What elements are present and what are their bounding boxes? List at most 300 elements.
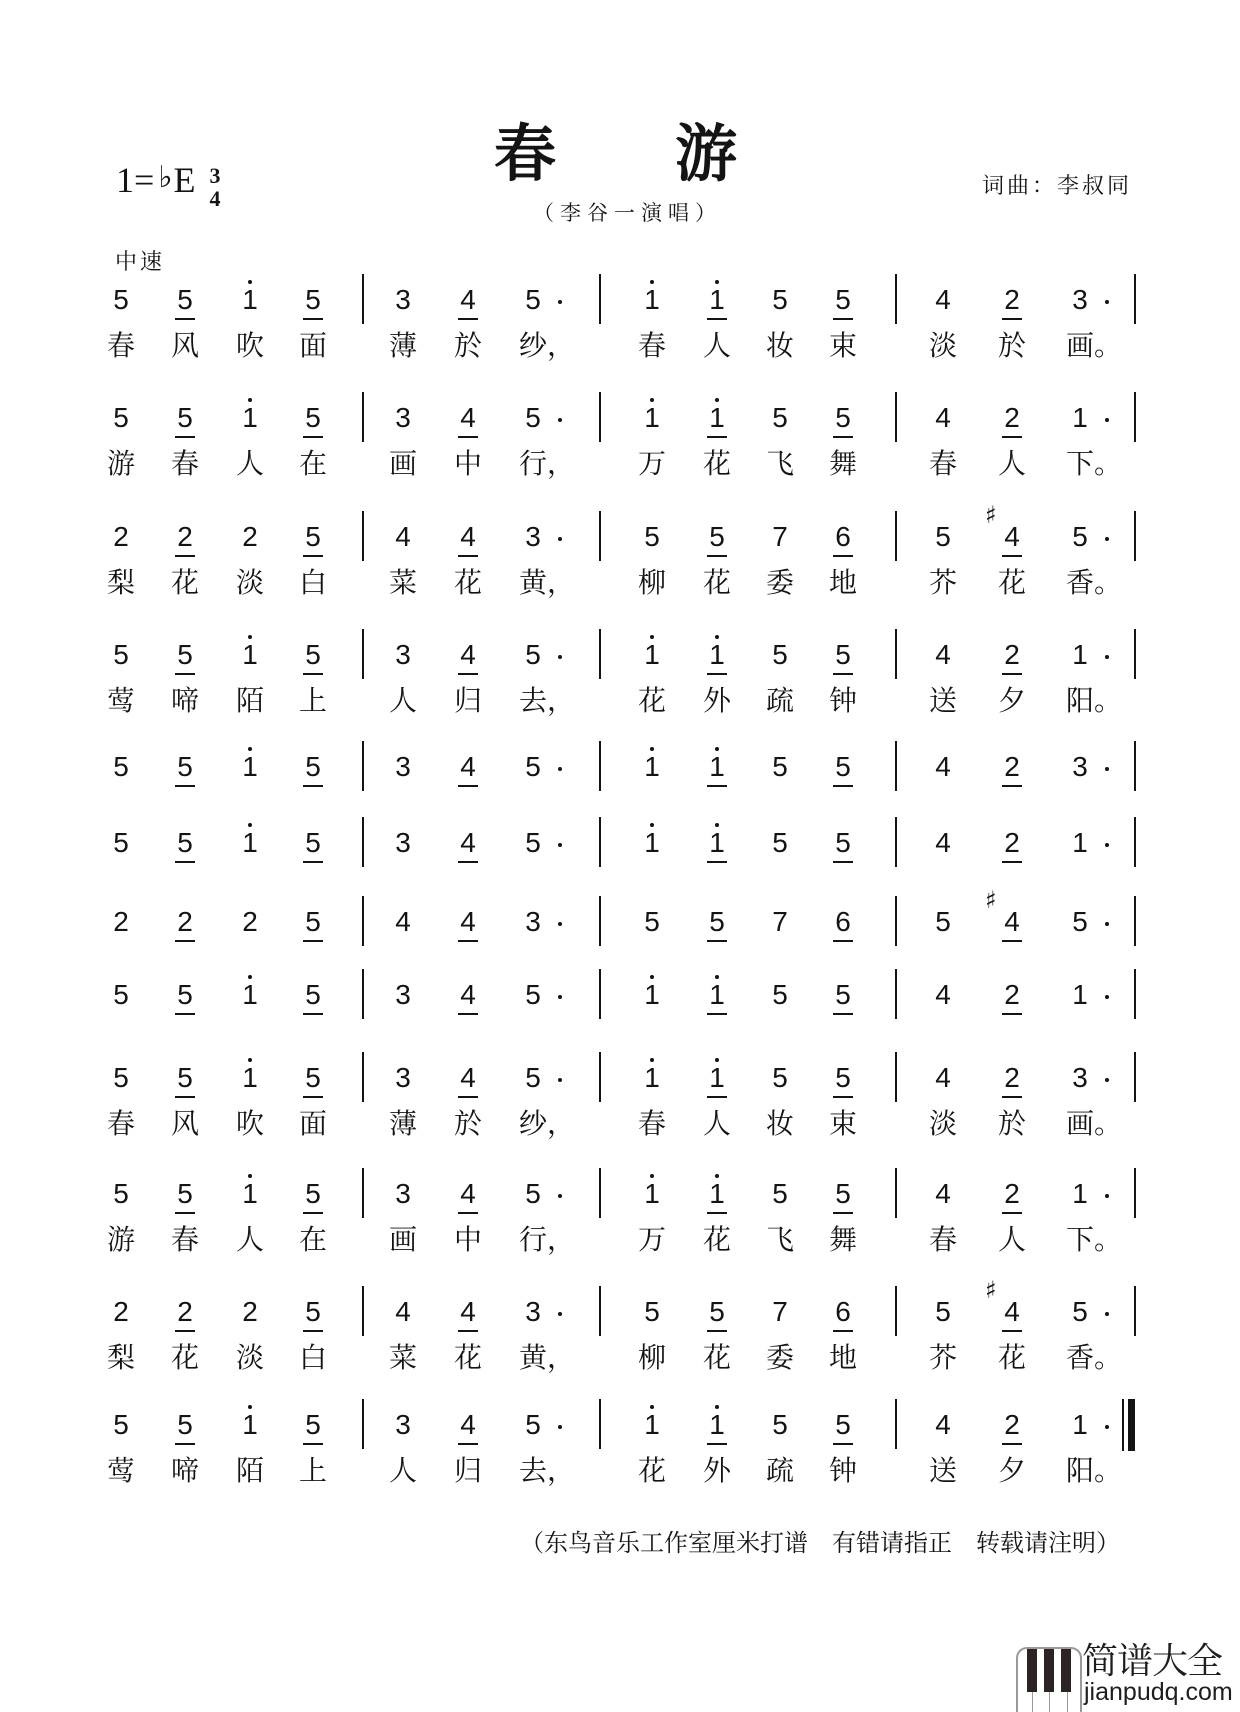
- score-row: [0, 1276, 1240, 1382]
- lyric-syllable: 画。: [1066, 1108, 1123, 1139]
- black-key: [1027, 1649, 1037, 1692]
- lyric-syllable: 柳: [638, 1342, 667, 1373]
- flat-icon: ♭: [158, 160, 173, 195]
- barline: [895, 1286, 897, 1336]
- augmentation-dot-icon: [1105, 1425, 1109, 1429]
- augmentation-dot-icon: [558, 1078, 562, 1082]
- logo-title: 简谱大全: [1082, 1640, 1223, 1681]
- lyric-syllable: 淡: [236, 1342, 265, 1373]
- high-octave-dot-icon: [248, 975, 252, 979]
- note: [764, 981, 796, 1009]
- note: [764, 753, 796, 781]
- eighth-note-underline: [175, 1212, 195, 1214]
- note-digit: 3: [395, 751, 411, 782]
- note-digit: 4: [460, 402, 476, 433]
- note-digit: 2: [242, 521, 258, 552]
- barline: [362, 274, 364, 324]
- note-digit: 5: [772, 284, 788, 315]
- note: [169, 753, 201, 781]
- note-digit: 5: [644, 521, 660, 552]
- lyric-syllable: 陌: [236, 685, 265, 716]
- lyric-syllable: 地: [829, 1342, 858, 1373]
- note: [234, 981, 266, 1009]
- eighth-note-underline: [303, 1013, 323, 1015]
- note: [105, 1298, 137, 1326]
- eighth-note-underline: [707, 555, 727, 557]
- note-digit: 3: [525, 1296, 541, 1327]
- high-octave-dot-icon: [715, 1174, 719, 1178]
- lyric-syllable: 春: [638, 330, 667, 361]
- high-octave-dot-icon: [715, 635, 719, 639]
- note-digit: 2: [1004, 402, 1020, 433]
- note: [927, 641, 959, 669]
- eighth-note-underline: [303, 1330, 323, 1332]
- lyric-syllable: 花: [703, 1224, 732, 1255]
- note: [234, 1180, 266, 1208]
- note: [1064, 523, 1096, 551]
- eighth-note-underline: [1002, 940, 1022, 942]
- lyric-syllable: 淡: [929, 330, 958, 361]
- barline: [895, 817, 897, 867]
- note-digit: 1: [1072, 402, 1088, 433]
- note-digit: 4: [935, 639, 951, 670]
- note-digit: 3: [525, 906, 541, 937]
- high-octave-dot-icon: [715, 1405, 719, 1409]
- note-digit: 3: [395, 1062, 411, 1093]
- performer-subtitle: （李谷一演唱）: [533, 201, 722, 225]
- note-digit: 5: [835, 1409, 851, 1440]
- lyric-syllable: 归: [454, 1455, 483, 1486]
- lyric-syllable: 花: [998, 1342, 1027, 1373]
- lyric-syllable: 薄: [389, 1108, 418, 1139]
- eighth-note-underline: [303, 555, 323, 557]
- lyric-syllable: 花: [703, 1342, 732, 1373]
- note: [452, 908, 484, 936]
- lyric-syllable: 送: [929, 685, 958, 716]
- note: [927, 1411, 959, 1439]
- lyric-syllable: 菜: [389, 1342, 418, 1373]
- note-digit: 5: [113, 402, 129, 433]
- high-octave-dot-icon: [650, 747, 654, 751]
- note-digit: 4: [460, 521, 476, 552]
- eighth-note-underline: [175, 673, 195, 675]
- note-digit: 3: [525, 521, 541, 552]
- note-digit: 1: [709, 1178, 725, 1209]
- lyric-syllable: 游: [107, 1224, 136, 1255]
- barline: [362, 1168, 364, 1218]
- note-digit: 5: [835, 1062, 851, 1093]
- high-octave-dot-icon: [650, 280, 654, 284]
- note: [764, 829, 796, 857]
- eighth-note-underline: [833, 673, 853, 675]
- note: [636, 523, 668, 551]
- note-digit: 4: [935, 1178, 951, 1209]
- lyric-syllable: 春: [171, 1224, 200, 1255]
- note-digit: 5: [305, 906, 321, 937]
- note-digit: 5: [113, 1409, 129, 1440]
- lyric-syllable: 游: [107, 448, 136, 479]
- note-digit: 4: [935, 827, 951, 858]
- note: [387, 641, 419, 669]
- note-digit: 3: [395, 639, 411, 670]
- note: [996, 981, 1028, 1009]
- eighth-note-underline: [1002, 785, 1022, 787]
- note: [452, 1180, 484, 1208]
- note: [701, 981, 733, 1009]
- tempo-marking: 中速: [115, 249, 166, 274]
- note: [827, 829, 859, 857]
- eighth-note-underline: [1002, 318, 1022, 320]
- lyric-syllable: 於: [454, 1108, 483, 1139]
- note-digit: 3: [395, 284, 411, 315]
- augmentation-dot-icon: [1105, 922, 1109, 926]
- note: [701, 523, 733, 551]
- note-digit: 4: [460, 1178, 476, 1209]
- note-digit: 1: [242, 1178, 258, 1209]
- eighth-note-underline: [458, 1013, 478, 1015]
- note-digit: 5: [177, 979, 193, 1010]
- note: [169, 1064, 201, 1092]
- note-digit: 1: [644, 639, 660, 670]
- note: [517, 908, 549, 936]
- note: [169, 908, 201, 936]
- eighth-note-underline: [458, 1212, 478, 1214]
- lyric-syllable: 人: [236, 1224, 265, 1255]
- eighth-note-underline: [458, 1443, 478, 1445]
- augmentation-dot-icon: [1105, 655, 1109, 659]
- lyric-syllable: 万: [638, 1224, 667, 1255]
- final-barline-thick: [1128, 1399, 1135, 1451]
- lyric-syllable: 舞: [829, 1224, 858, 1255]
- note-digit: 5: [835, 284, 851, 315]
- note: [927, 908, 959, 936]
- note-digit: 5: [525, 639, 541, 670]
- note: [827, 981, 859, 1009]
- note: [1064, 404, 1096, 432]
- note-digit: 4: [460, 979, 476, 1010]
- note: [827, 908, 859, 936]
- lyric-syllable: 下。: [1066, 1224, 1123, 1255]
- eighth-note-underline: [833, 1096, 853, 1098]
- note: [764, 286, 796, 314]
- note-digit: 5: [305, 521, 321, 552]
- high-octave-dot-icon: [650, 975, 654, 979]
- augmentation-dot-icon: [1105, 843, 1109, 847]
- note-digit: 1: [644, 1062, 660, 1093]
- note: [105, 404, 137, 432]
- eighth-note-underline: [303, 1443, 323, 1445]
- augmentation-dot-icon: [1105, 1194, 1109, 1198]
- lyric-syllable: 阳。: [1066, 1455, 1123, 1486]
- eighth-note-underline: [458, 861, 478, 863]
- note-digit: 5: [709, 1296, 725, 1327]
- note: [1064, 1411, 1096, 1439]
- note-digit: 2: [242, 1296, 258, 1327]
- lyric-syllable: 莺: [107, 685, 136, 716]
- lyric-syllable: 中: [454, 448, 483, 479]
- note: [297, 1064, 329, 1092]
- note-digit: 1: [709, 827, 725, 858]
- barline: [895, 1052, 897, 1102]
- lyric-syllable: 夕: [998, 685, 1027, 716]
- lyric-syllable: 香。: [1066, 567, 1123, 598]
- lyric-syllable: 束: [829, 330, 858, 361]
- high-octave-dot-icon: [715, 823, 719, 827]
- lyric-syllable: 外: [703, 1455, 732, 1486]
- lyric-syllable: 钟: [829, 1455, 858, 1486]
- lyric-syllable: 人: [703, 330, 732, 361]
- eighth-note-underline: [1002, 861, 1022, 863]
- note: [764, 523, 796, 551]
- note: [701, 286, 733, 314]
- black-key: [1044, 1649, 1054, 1692]
- barline: [362, 511, 364, 561]
- lyric-syllable: 淡: [929, 1108, 958, 1139]
- note-digit: 1: [644, 284, 660, 315]
- lyric-syllable: 上: [299, 1455, 328, 1486]
- eighth-note-underline: [175, 555, 195, 557]
- note-digit: 3: [395, 1178, 411, 1209]
- note: [764, 641, 796, 669]
- eighth-note-underline: [458, 673, 478, 675]
- eighth-note-underline: [303, 1096, 323, 1098]
- note: [452, 829, 484, 857]
- lyric-syllable: 妆: [766, 1108, 795, 1139]
- sharp-icon: ♯: [985, 886, 997, 914]
- note: [636, 1411, 668, 1439]
- lyric-syllable: 人: [998, 1224, 1027, 1255]
- augmentation-dot-icon: [558, 1425, 562, 1429]
- note-digit: 1: [709, 979, 725, 1010]
- note-digit: 4: [935, 1409, 951, 1440]
- note-digit: 3: [1072, 1062, 1088, 1093]
- time-signature-top: 3: [209, 163, 221, 188]
- note: [764, 1411, 796, 1439]
- lyric-syllable: 花: [638, 685, 667, 716]
- note: [234, 404, 266, 432]
- eighth-note-underline: [1002, 1212, 1022, 1214]
- eighth-note-underline: [707, 861, 727, 863]
- lyric-syllable: 芥: [929, 567, 958, 598]
- score-row: [0, 827, 1240, 913]
- score-row: [0, 284, 1240, 370]
- note-digit: 5: [835, 979, 851, 1010]
- augmentation-dot-icon: [1105, 300, 1109, 304]
- eighth-note-underline: [303, 436, 323, 438]
- note: [827, 641, 859, 669]
- sharp-icon: ♯: [985, 501, 997, 529]
- note-digit: 2: [1004, 1062, 1020, 1093]
- note-digit: 4: [1004, 906, 1020, 937]
- note-digit: 1: [709, 284, 725, 315]
- note-digit: 4: [935, 979, 951, 1010]
- barline: [599, 511, 601, 561]
- eighth-note-underline: [175, 1443, 195, 1445]
- note: [517, 1298, 549, 1326]
- lyric-syllable: 地: [829, 567, 858, 598]
- note-digit: 1: [709, 1062, 725, 1093]
- augmentation-dot-icon: [558, 995, 562, 999]
- note: [387, 404, 419, 432]
- note: [452, 523, 484, 551]
- score-row: [0, 1409, 1240, 1495]
- note-digit: 1: [644, 827, 660, 858]
- lyric-syllable: 花: [703, 448, 732, 479]
- lyric-syllable: 疏: [766, 1455, 795, 1486]
- note: [701, 404, 733, 432]
- note-digit: 5: [835, 402, 851, 433]
- final-barline-thin: [1122, 1399, 1124, 1451]
- note: [169, 1298, 201, 1326]
- augmentation-dot-icon: [558, 1194, 562, 1198]
- lyric-syllable: 春: [171, 448, 200, 479]
- eighth-note-underline: [707, 673, 727, 675]
- eighth-note-underline: [833, 1212, 853, 1214]
- note-digit: 3: [395, 979, 411, 1010]
- note: [387, 829, 419, 857]
- note-digit: 4: [935, 751, 951, 782]
- note: [985, 886, 1028, 937]
- barline: [1134, 511, 1136, 561]
- barline: [599, 1168, 601, 1218]
- eighth-note-underline: [303, 673, 323, 675]
- note-digit: 5: [305, 751, 321, 782]
- high-octave-dot-icon: [715, 1058, 719, 1062]
- note-digit: 4: [1004, 1296, 1020, 1327]
- note: [234, 286, 266, 314]
- lyric-syllable: 画: [389, 448, 418, 479]
- lyric-syllable: 风: [171, 330, 200, 361]
- lyric-syllable: 春: [929, 1224, 958, 1255]
- eighth-note-underline: [1002, 555, 1022, 557]
- lyric-syllable: 人: [998, 448, 1027, 479]
- lyric-syllable: 吹: [236, 1108, 265, 1139]
- eighth-note-underline: [833, 318, 853, 320]
- lyric-syllable: 上: [299, 685, 328, 716]
- note: [985, 1276, 1028, 1327]
- note-digit: 5: [525, 751, 541, 782]
- note: [297, 404, 329, 432]
- sharp-icon: ♯: [985, 1276, 997, 1304]
- note-digit: 5: [177, 402, 193, 433]
- eighth-note-underline: [707, 785, 727, 787]
- high-octave-dot-icon: [650, 1174, 654, 1178]
- note-digit: 2: [113, 906, 129, 937]
- barline: [895, 392, 897, 442]
- note-digit: 5: [525, 1062, 541, 1093]
- note-digit: 1: [644, 1409, 660, 1440]
- note-digit: 4: [935, 284, 951, 315]
- note-digit: 5: [113, 639, 129, 670]
- note: [701, 641, 733, 669]
- lyric-syllable: 人: [389, 1455, 418, 1486]
- note: [387, 286, 419, 314]
- note: [297, 1298, 329, 1326]
- high-octave-dot-icon: [248, 1405, 252, 1409]
- note: [105, 753, 137, 781]
- note: [169, 981, 201, 1009]
- note-digit: 5: [113, 751, 129, 782]
- note: [764, 1180, 796, 1208]
- white-key-divider: [1067, 1692, 1068, 1712]
- note-digit: 5: [835, 751, 851, 782]
- note: [169, 829, 201, 857]
- note: [105, 829, 137, 857]
- note-digit: 5: [177, 639, 193, 670]
- note-digit: 2: [1004, 1409, 1020, 1440]
- note-digit: 5: [644, 906, 660, 937]
- eighth-note-underline: [303, 1212, 323, 1214]
- augmentation-dot-icon: [1105, 1312, 1109, 1316]
- eighth-note-underline: [1002, 1443, 1022, 1445]
- note-digit: 1: [644, 402, 660, 433]
- barline: [362, 817, 364, 867]
- note-digit: 5: [113, 979, 129, 1010]
- augmentation-dot-icon: [558, 300, 562, 304]
- eighth-note-underline: [175, 1330, 195, 1332]
- note-digit: 5: [113, 284, 129, 315]
- time-signature: [205, 165, 225, 211]
- barline: [362, 741, 364, 791]
- note: [827, 1298, 859, 1326]
- note: [387, 981, 419, 1009]
- augmentation-dot-icon: [1105, 767, 1109, 771]
- note-digit: 6: [835, 521, 851, 552]
- lyric-syllable: 黄，: [519, 1342, 576, 1373]
- note: [636, 908, 668, 936]
- lyric-syllable: 纱，: [519, 1108, 576, 1139]
- eighth-note-underline: [1002, 436, 1022, 438]
- augmentation-dot-icon: [558, 767, 562, 771]
- note: [169, 1411, 201, 1439]
- barline: [362, 629, 364, 679]
- barline: [1134, 741, 1136, 791]
- note: [297, 1180, 329, 1208]
- note: [927, 1180, 959, 1208]
- eighth-note-underline: [458, 436, 478, 438]
- note-digit: 2: [1004, 751, 1020, 782]
- eighth-note-underline: [707, 318, 727, 320]
- eighth-note-underline: [458, 1096, 478, 1098]
- note: [452, 404, 484, 432]
- note-digit: 5: [305, 1062, 321, 1093]
- lyric-syllable: 梨: [107, 567, 136, 598]
- eighth-note-underline: [458, 555, 478, 557]
- lyric-syllable: 白: [299, 567, 328, 598]
- lyric-syllable: 於: [998, 330, 1027, 361]
- note: [452, 286, 484, 314]
- high-octave-dot-icon: [650, 1405, 654, 1409]
- lyric-syllable: 菜: [389, 567, 418, 598]
- note-digit: 4: [395, 521, 411, 552]
- note: [701, 753, 733, 781]
- lyric-syllable: 画: [389, 1224, 418, 1255]
- note-digit: 3: [1072, 284, 1088, 315]
- note: [1064, 1180, 1096, 1208]
- high-octave-dot-icon: [248, 823, 252, 827]
- high-octave-dot-icon: [650, 823, 654, 827]
- eighth-note-underline: [833, 555, 853, 557]
- note-digit: 1: [709, 639, 725, 670]
- note: [927, 286, 959, 314]
- note: [764, 1064, 796, 1092]
- note-digit: 5: [709, 906, 725, 937]
- note: [1064, 753, 1096, 781]
- note: [387, 1411, 419, 1439]
- note: [452, 1298, 484, 1326]
- barline: [895, 1399, 897, 1449]
- barline: [599, 629, 601, 679]
